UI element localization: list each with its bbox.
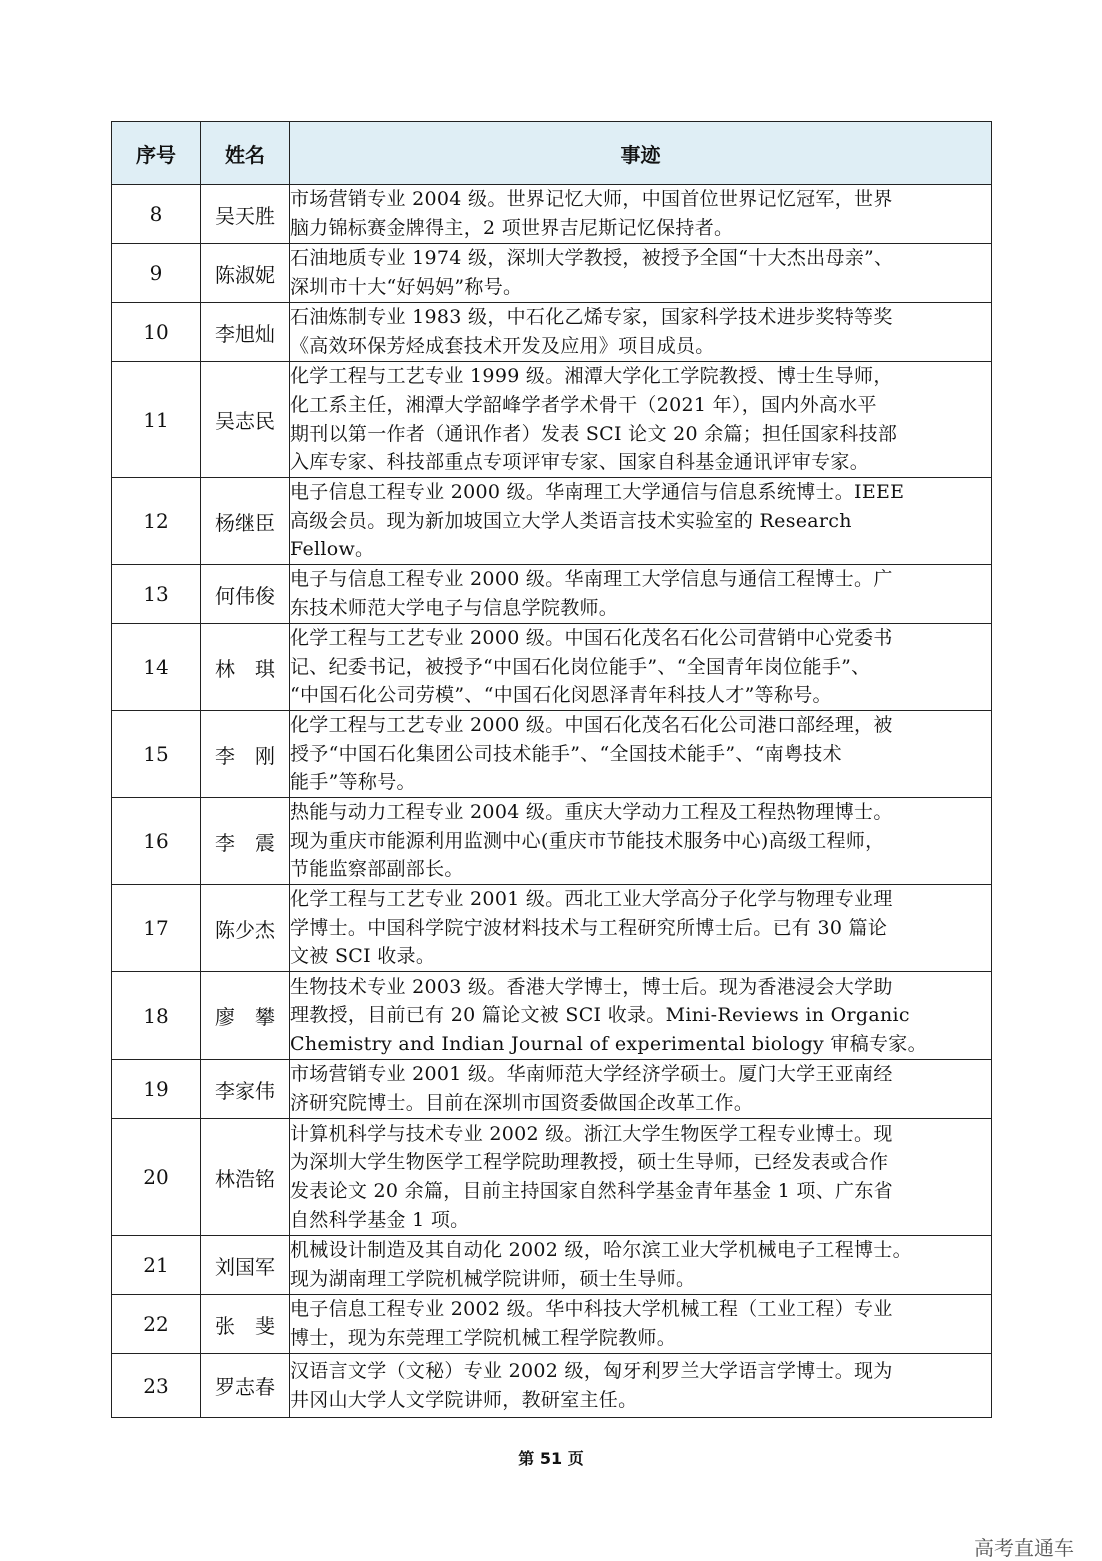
- row-person-name: 林 琪: [201, 624, 290, 711]
- row-description: [290, 1354, 992, 1418]
- row-person-name: 罗志春: [201, 1354, 290, 1418]
- table-row: [112, 1060, 992, 1119]
- row-description: [290, 244, 992, 303]
- table-row: [112, 478, 992, 565]
- row-number: 21: [112, 1236, 201, 1295]
- description-line: 化学工程与工艺专业 2001 级。西北工业大学高分子化学与物理专业理: [290, 888, 893, 911]
- row-description: [290, 624, 992, 711]
- row-number: 13: [112, 565, 201, 624]
- row-number: 9: [112, 244, 201, 303]
- row-description: [290, 1295, 992, 1354]
- table-row: [112, 972, 992, 1060]
- row-person-name: 吴志民: [201, 362, 290, 478]
- description-line: 博士，现为东莞理工学院机械工程学院教师。: [290, 1327, 677, 1349]
- table-row: [112, 1236, 992, 1295]
- page-number: 第 51 页: [518, 1449, 584, 1468]
- row-description: [290, 185, 992, 244]
- description-line: 现为重庆市能源利用监测中心(重庆市节能技术服务中心)高级工程师，: [290, 829, 885, 852]
- description-line: 热能与动力工程专业 2004 级。重庆大学动力工程及工程热物理博士。: [290, 801, 893, 824]
- row-person-name: 陈淑妮: [201, 244, 290, 303]
- description-line: 脑力锦标赛金牌得主，2 项世界吉尼斯记忆保持者。: [290, 217, 734, 239]
- table-row: [112, 362, 992, 478]
- row-number: 20: [112, 1119, 201, 1236]
- description-line: 为深圳大学生物医学工程学院助理教授，硕士生导师，已经发表或合作: [290, 1151, 889, 1174]
- description-line: 化工系主任，湘潭大学韶峰学者学术骨干（2021 年），国内外高水平: [290, 393, 877, 416]
- row-person-name: 刘国军: [201, 1236, 290, 1295]
- row-description: [290, 885, 992, 972]
- description-line: 机械设计制造及其自动化 2002 级，哈尔滨工业大学机械电子工程博士。: [290, 1239, 912, 1262]
- row-number: 16: [112, 798, 201, 885]
- row-person-name: 何伟俊: [201, 565, 290, 624]
- row-person-name: 李 震: [201, 798, 290, 885]
- row-number: 19: [112, 1060, 201, 1119]
- description-line: 市场营销专业 2001 级。华南师范大学经济学硕士。厦门大学王亚南经: [290, 1063, 893, 1086]
- row-description: [290, 1119, 992, 1236]
- row-number: 11: [112, 362, 201, 478]
- header-number: 序号: [112, 122, 201, 185]
- description-line: 井冈山大学人文学院讲师，教研室主任。: [290, 1388, 638, 1411]
- description-line: 发表论文 20 余篇，目前主持国家自然科学基金青年基金 1 项、广东省: [290, 1180, 893, 1202]
- row-description: [290, 565, 992, 624]
- table-row: [112, 185, 992, 244]
- row-number: 22: [112, 1295, 201, 1354]
- row-number: 14: [112, 624, 201, 711]
- description-line: 深圳市十大“好妈妈”称号。: [290, 276, 523, 298]
- table-row: [112, 624, 992, 711]
- row-number: 8: [112, 185, 201, 244]
- row-description: [290, 711, 992, 798]
- row-number: 10: [112, 303, 201, 362]
- description-line: 学博士。中国科学院宁波材料技术与工程研究所博士后。已有 30 篇论: [290, 916, 888, 939]
- row-person-name: 李 刚: [201, 711, 290, 798]
- row-person-name: 李旭灿: [201, 303, 290, 362]
- description-line: 化学工程与工艺专业 1999 级。湘潭大学化工学院教授、博士生导师，: [290, 365, 893, 388]
- table-row: [112, 885, 992, 972]
- row-person-name: 廖 攀: [201, 972, 290, 1060]
- watermark-text: 高考直通车: [974, 1536, 1074, 1560]
- description-line: 济研究院博士。目前在深圳市国资委做国企改革工作。: [290, 1092, 754, 1114]
- description-line: 授予“中国石化集团公司技术能手”、“全国技术能手”、“南粤技术: [290, 742, 842, 765]
- row-description: [290, 972, 992, 1060]
- description-line: 电子与信息工程专业 2000 级。华南理工大学信息与通信工程博士。广: [290, 568, 893, 591]
- table-row: [112, 244, 992, 303]
- table-row: [112, 1119, 992, 1236]
- description-line: Chemistry and Indian Journal of experimental biology 审稿专家。: [290, 1032, 927, 1055]
- row-number: 23: [112, 1354, 201, 1418]
- description-line: 电子信息工程专业 2002 级。华中科技大学机械工程（工业工程）专业: [290, 1298, 893, 1321]
- honor-roster-table: [111, 121, 992, 1418]
- description-line: 记、纪委书记，被授予“中国石化岗位能手”、“全国青年岗位能手”、: [290, 655, 871, 678]
- header-description: 事迹: [290, 122, 992, 185]
- description-line: 化学工程与工艺专业 2000 级。中国石化茂名石化公司港口部经理，被: [290, 714, 893, 737]
- description-line: 汉语言文学（文秘）专业 2002 级，匈牙利罗兰大学语言学博士。现为: [290, 1359, 893, 1382]
- description-line: 高级会员。现为新加坡国立大学人类语言技术实验室的 Research: [290, 509, 852, 532]
- row-description: [290, 1236, 992, 1295]
- row-person-name: 杨继臣: [201, 478, 290, 565]
- description-line: 电子信息工程专业 2000 级。华南理工大学通信与信息系统博士。IEEE: [290, 481, 905, 504]
- description-line: 期刊以第一作者（通讯作者）发表 SCI 论文 20 余篇；担任国家科技部: [290, 422, 898, 445]
- row-description: [290, 303, 992, 362]
- description-line: 生物技术专业 2003 级。香港大学博士，博士后。现为香港浸会大学助: [290, 975, 893, 998]
- row-number: 15: [112, 711, 201, 798]
- table-row: [112, 711, 992, 798]
- description-line: 理教授，目前已有 20 篇论文被 SCI 收录。Mini-Reviews in Organic: [290, 1004, 910, 1027]
- row-number: 12: [112, 478, 201, 565]
- table-row: [112, 565, 992, 624]
- description-line: 能手”等称号。: [290, 771, 416, 794]
- header-name: 姓名: [201, 122, 290, 185]
- description-line: 东技术师范大学电子与信息学院教师。: [290, 597, 619, 619]
- description-line: Fellow。: [290, 538, 375, 561]
- description-line: 节能监察部副部长。: [290, 858, 464, 881]
- row-person-name: 陈少杰: [201, 885, 290, 972]
- row-number: 17: [112, 885, 201, 972]
- row-person-name: 张 斐: [201, 1295, 290, 1354]
- row-description: [290, 362, 992, 478]
- description-line: 自然科学基金 1 项。: [290, 1208, 470, 1231]
- description-line: 入库专家、科技部重点专项评审专家、国家自科基金通讯评审专家。: [290, 451, 870, 474]
- description-line: 计算机科学与技术专业 2002 级。浙江大学生物医学工程专业博士。现: [290, 1122, 893, 1145]
- row-description: [290, 798, 992, 885]
- table-row: [112, 1295, 992, 1354]
- row-description: [290, 478, 992, 565]
- table-row: [112, 1354, 992, 1418]
- row-person-name: 林浩铭: [201, 1119, 290, 1236]
- description-line: 市场营销专业 2004 级。世界记忆大师，中国首位世界记忆冠军，世界: [290, 188, 893, 211]
- description-line: 现为湖南理工学院机械学院讲师，硕士生导师。: [290, 1268, 696, 1290]
- table-row: [112, 798, 992, 885]
- description-line: 石油地质专业 1974 级，深圳大学教授，被授予全国“十大杰出母亲”、: [290, 247, 894, 270]
- description-line: 文被 SCI 收录。: [290, 945, 436, 968]
- description-line: “中国石化公司劳模”、“中国石化闵恩泽青年科技人才”等称号。: [290, 684, 832, 707]
- description-line: 石油炼制专业 1983 级，中石化乙烯专家，国家科学技术进步奖特等奖: [290, 306, 893, 329]
- row-number: 18: [112, 972, 201, 1060]
- row-description: [290, 1060, 992, 1119]
- description-line: 化学工程与工艺专业 2000 级。中国石化茂名石化公司营销中心党委书: [290, 627, 893, 650]
- description-line: 《高效环保芳烃成套技术开发及应用》项目成员。: [290, 335, 715, 357]
- row-person-name: 李家伟: [201, 1060, 290, 1119]
- table-row: [112, 303, 992, 362]
- table-body: [112, 185, 992, 1418]
- table-header-row: [112, 122, 992, 185]
- row-person-name: 吴天胜: [201, 185, 290, 244]
